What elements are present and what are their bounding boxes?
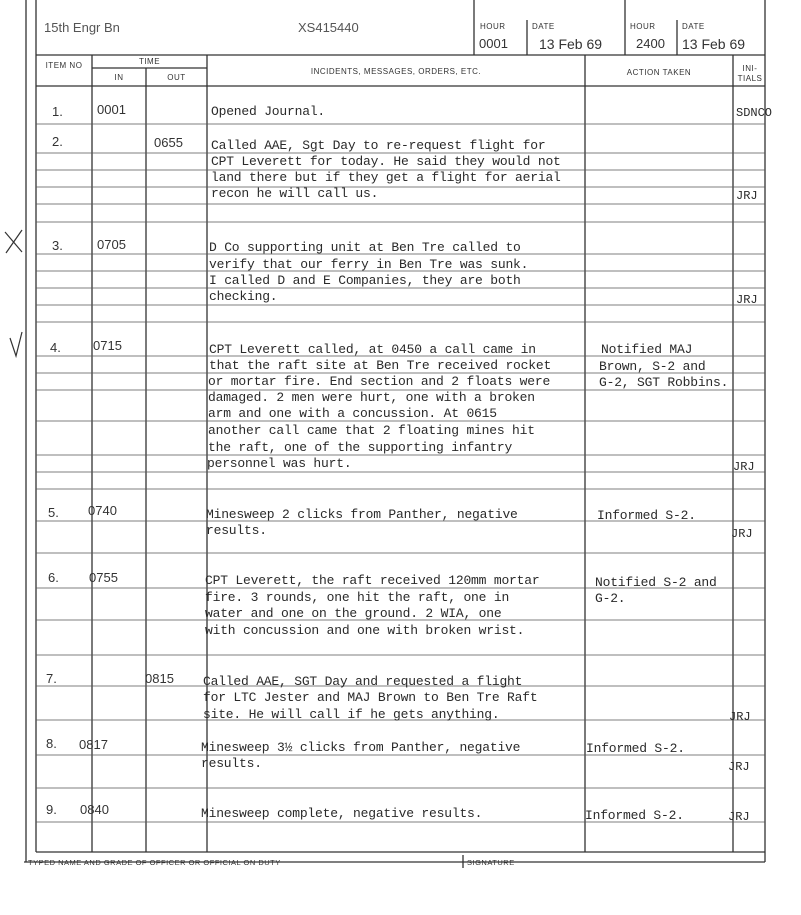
- incident-line: or mortar fire. End section and 2 floats were: [208, 374, 551, 389]
- from-date: 13 Feb 69: [539, 36, 603, 52]
- action-line: G-2.: [595, 591, 626, 606]
- incidents-header: INCIDENTS, MESSAGES, ORDERS, ETC.: [310, 67, 482, 76]
- signature-label: SIGNATURE: [467, 858, 515, 867]
- item-number: 3.: [52, 238, 63, 253]
- action-line: Notified S-2 and: [595, 575, 717, 590]
- action-line: Informed S-2.: [597, 508, 696, 523]
- incident-line: for LTC Jester and MAJ Brown to Ben Tre Raft: [203, 690, 538, 705]
- time-header: TIME: [138, 57, 161, 66]
- incident-line: land there but if they get a flight for aerial: [211, 170, 561, 185]
- initials: JRJ: [728, 760, 750, 774]
- time-out: 0815: [145, 671, 174, 686]
- incident-line: Called AAE, Sgt Day to re-request flight for: [211, 138, 546, 153]
- incident-line: site. He will call if he gets anything.: [203, 707, 500, 722]
- incident-line: water and one on the ground. 2 WIA, one: [205, 606, 502, 621]
- time-in: 0715: [93, 338, 122, 353]
- incident-line: recon he will call us.: [211, 186, 379, 201]
- initials-header: INI-TIALS: [737, 64, 763, 83]
- from-date-label: DATE: [532, 22, 555, 31]
- time-in: 0705: [97, 237, 126, 252]
- item-number: 8.: [46, 736, 57, 751]
- time-in: 0840: [80, 802, 109, 817]
- incident-line: CPT Leverett, the raft received 120mm mortar: [205, 573, 540, 588]
- action-line: G-2, SGT Robbins.: [599, 375, 729, 390]
- margin-check-marks: [5, 230, 22, 356]
- item-number: 1.: [52, 104, 63, 119]
- item-number: 5.: [48, 505, 59, 520]
- item-number: 7.: [46, 671, 57, 686]
- incident-line: Minesweep 2 clicks from Panther, negative: [206, 507, 518, 522]
- incident-line: arm and one with a concussion. At 0615: [208, 406, 497, 421]
- incident-line: verify that our ferry in Ben Tre was sunk.: [209, 257, 529, 272]
- time-in-header: IN: [114, 73, 124, 82]
- initials: JRJ: [729, 710, 751, 724]
- action-line: Informed S-2.: [586, 741, 685, 756]
- incident-line: Called AAE, SGT Day and requested a flight: [203, 674, 523, 689]
- initials: SDNCO: [736, 106, 773, 120]
- initials: JRJ: [728, 810, 750, 824]
- action-line: Informed S-2.: [585, 808, 684, 823]
- incident-line: damaged. 2 men were hurt, one with a broken: [208, 390, 535, 405]
- incident-line: another call came that 2 floating mines hit: [208, 423, 535, 438]
- time-in: 0740: [88, 503, 117, 518]
- action-taken-header: ACTION TAKEN: [626, 68, 692, 77]
- incident-line: results.: [201, 756, 262, 771]
- incident-line: I called D and E Companies, they are both: [209, 273, 521, 288]
- item-number: 9.: [46, 802, 57, 817]
- to-hour-label: HOUR: [630, 22, 656, 31]
- incident-line: checking.: [209, 289, 278, 304]
- incident-line: personnel was hurt.: [207, 456, 352, 471]
- initials: JRJ: [731, 527, 753, 541]
- item-number: 2.: [52, 134, 63, 149]
- incident-line: fire. 3 rounds, one hit the raft, one in: [205, 590, 510, 605]
- typed-name-label: TYPED NAME AND GRADE OF OFFICER OR OFFICIAL ON DUTY: [28, 858, 281, 867]
- from-hour-label: HOUR: [480, 22, 506, 31]
- to-date-label: DATE: [682, 22, 705, 31]
- incident-line: that the raft site at Ben Tre received rocket: [209, 358, 552, 373]
- incident-line: with concussion and one with broken wrist.: [205, 623, 525, 638]
- incident-line: Minesweep complete, negative results.: [201, 806, 483, 821]
- unit-name: 15th Engr Bn: [44, 20, 120, 35]
- incident-line: Opened Journal.: [211, 104, 326, 119]
- time-out: 0655: [154, 135, 183, 150]
- to-hour: 2400: [636, 36, 665, 51]
- action-line: Brown, S-2 and: [599, 359, 706, 374]
- from-hour: 0001: [479, 36, 508, 51]
- incident-line: CPT Leverett for today. He said they would not: [211, 154, 561, 169]
- initials: JRJ: [736, 293, 758, 307]
- incident-line: D Co supporting unit at Ben Tre called to: [209, 240, 521, 255]
- action-line: Notified MAJ: [601, 342, 693, 357]
- incident-line: CPT Leverett called, at 0450 a call came in: [209, 342, 536, 357]
- time-out-header: OUT: [167, 73, 186, 82]
- time-in: 0001: [97, 102, 126, 117]
- item-number: 6.: [48, 570, 59, 585]
- incident-line: Minesweep 3½ clicks from Panther, negative: [201, 740, 521, 755]
- to-date: 13 Feb 69: [682, 36, 746, 52]
- location-coordinates: XS415440: [298, 20, 359, 35]
- time-in: 0817: [79, 737, 108, 752]
- item-number: 4.: [50, 340, 61, 355]
- incident-line: results.: [206, 523, 267, 538]
- initials: JRJ: [733, 460, 755, 474]
- item-no-header: ITEM NO: [45, 61, 83, 70]
- incident-line: the raft, one of the supporting infantry: [208, 440, 513, 455]
- time-in: 0755: [89, 570, 118, 585]
- initials: JRJ: [736, 189, 758, 203]
